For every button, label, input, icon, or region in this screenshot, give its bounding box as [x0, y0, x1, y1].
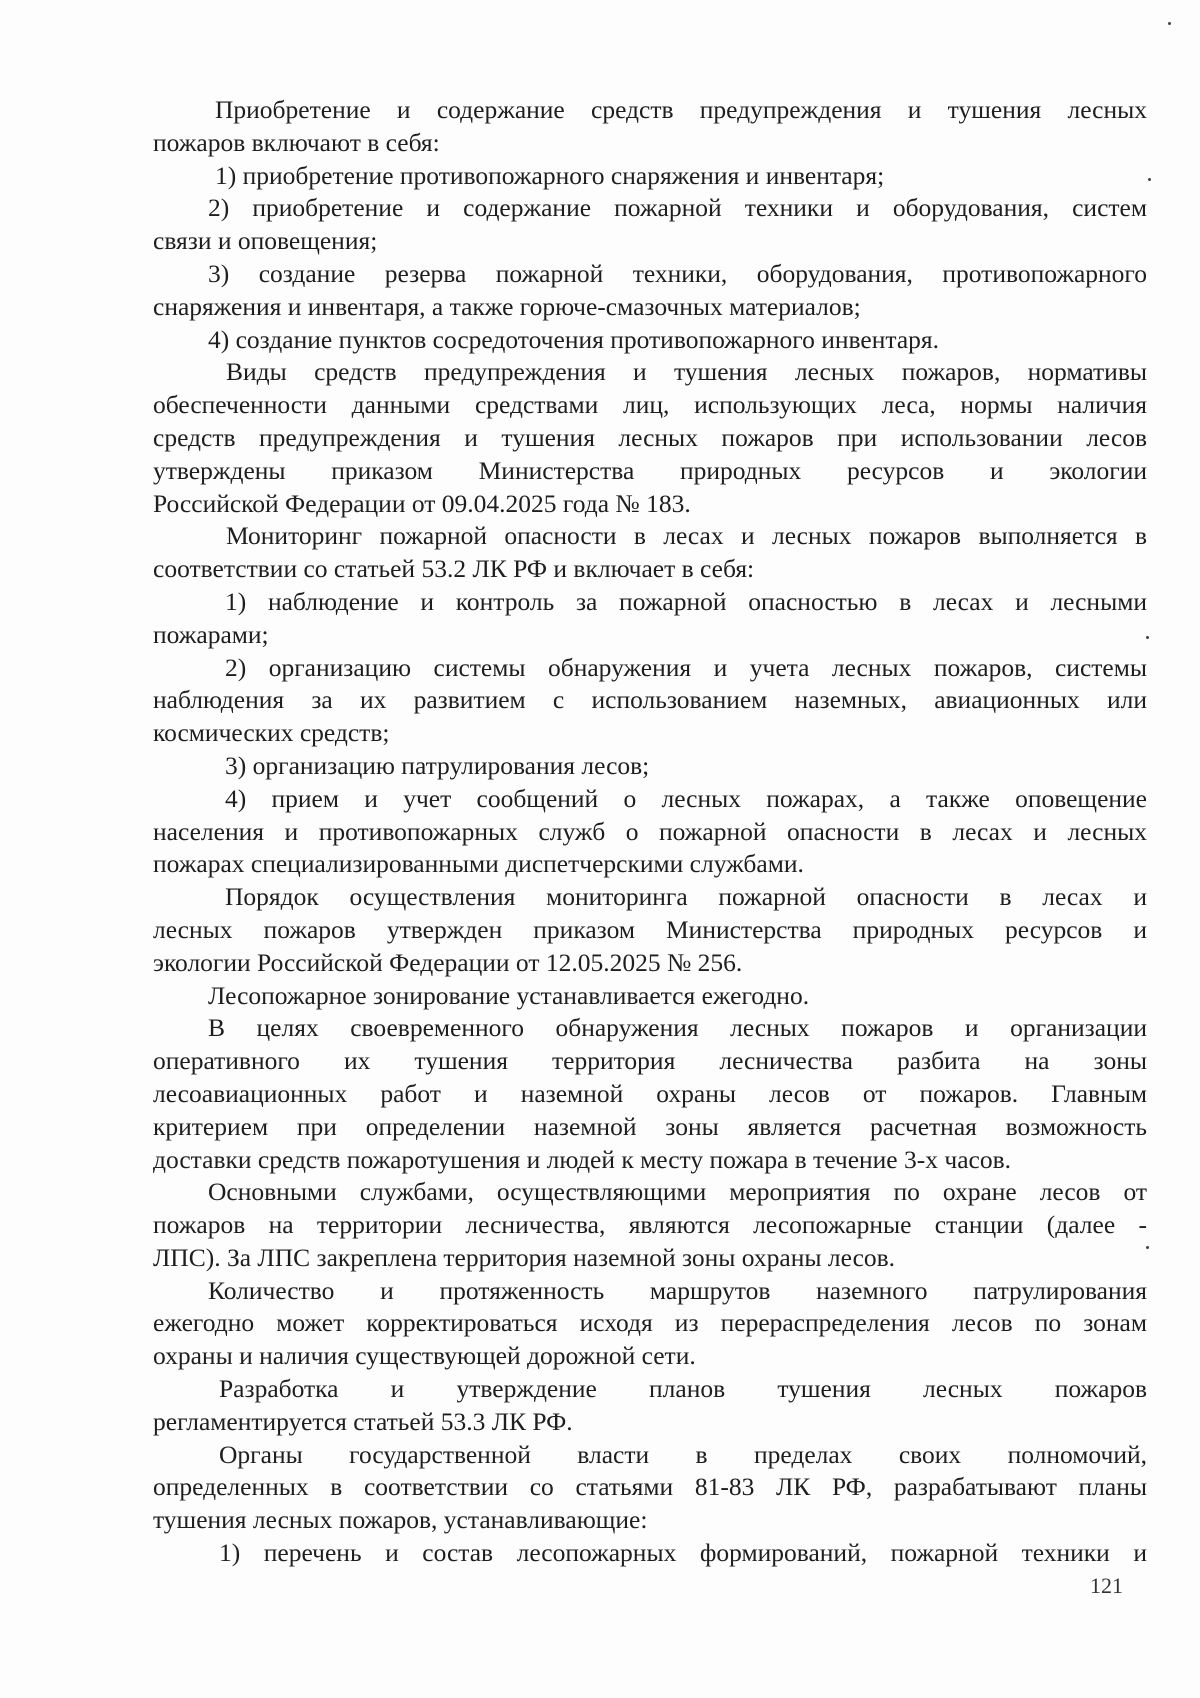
text-line: Разработка и утверждение планов тушения лесных пожаров	[219, 1374, 1147, 1404]
text-line: средств предупреждения и тушения лесных пожаров при использовании лесов	[153, 422, 1147, 452]
text-line: Основными службами, осуществляющими мероприятия по охране лесов от	[208, 1177, 1147, 1207]
paragraph	[153, 1176, 1147, 1274]
paragraph	[153, 192, 1147, 258]
text-line: Количество и протяженность маршрутов наземного патрулирования	[208, 1275, 1147, 1305]
paragraph	[153, 1537, 1147, 1570]
text-line: 3) создание резерва пожарной техники, оборудования, противопожарного	[208, 258, 1147, 288]
text-line: 4) создание пунктов сосредоточения противопожарного инвентаря.	[208, 324, 940, 354]
paragraph	[153, 356, 1147, 520]
scan-speck	[1146, 636, 1149, 639]
paragraph	[153, 980, 1147, 1013]
text-line: утверждены приказом Министерства природных ресурсов и экологии	[153, 455, 1147, 485]
scan-speck	[1148, 178, 1151, 181]
text-line: соответствии со статьей 53.2 ЛК РФ и включает в себя:	[153, 554, 755, 584]
paragraph	[153, 1439, 1147, 1537]
text-line: 2) организацию системы обнаружения и учета лесных пожаров, системы	[225, 652, 1147, 682]
text-line: 1) перечень и состав лесопожарных формирований, пожарной техники и	[219, 1538, 1147, 1568]
text-line: Мониторинг пожарной опасности в лесах и лесных пожаров выполняется в	[226, 521, 1147, 551]
text-line: Виды средств предупреждения и тушения лесных пожаров, нормативы	[226, 357, 1147, 387]
text-line: пожарах специализированными диспетчерскими службами.	[153, 849, 804, 879]
text-line: регламентируется статьей 53.3 ЛК РФ.	[153, 1406, 573, 1436]
paragraph	[153, 586, 1147, 652]
text-line: охраны и наличия существующей дорожной сети.	[153, 1341, 696, 1371]
text-line: населения и противопожарных служб о пожарной опасности в лесах и лесных	[153, 816, 1147, 846]
text-line: пожаров включают в себя:	[153, 127, 440, 157]
scan-speck	[1168, 22, 1171, 25]
text-line: 1) приобретение противопожарного снаряжения и инвентаря;	[215, 160, 885, 190]
text-line: лесоавиационных работ и наземной охраны лесов от пожаров. Главным	[153, 1078, 1147, 1108]
paragraph	[153, 1275, 1147, 1373]
text-line: 3) организацию патрулирования лесов;	[225, 750, 650, 780]
text-line: Лесопожарное зонирование устанавливается ежегодно.	[208, 980, 810, 1010]
paragraph	[153, 258, 1147, 324]
text-line: определенных в соответствии со статьями 81-83 ЛК РФ, разрабатывают планы	[153, 1472, 1147, 1502]
text-line: пожарами;	[153, 619, 269, 649]
text-line: Российской Федерации от 09.04.2025 года № 183.	[153, 488, 691, 518]
paragraph	[153, 652, 1147, 750]
paragraph	[153, 94, 1147, 160]
text-line: лесных пожаров утвержден приказом Министерства природных ресурсов и	[153, 914, 1147, 944]
paragraph	[153, 881, 1147, 979]
text-line: обеспеченности данными средствами лиц, использующих леса, нормы наличия	[153, 390, 1147, 420]
text-line: связи и оповещения;	[153, 226, 378, 256]
text-line: Порядок осуществления мониторинга пожарной опасности в лесах и	[225, 882, 1147, 912]
paragraph	[153, 783, 1147, 881]
text-line: ежегодно может корректироваться исходя из перераспределения лесов по зонам	[153, 1308, 1147, 1338]
text-line: экологии Российской Федерации от 12.05.2025 № 256.	[153, 947, 743, 977]
paragraph	[153, 160, 1147, 193]
text-line: оперативного их тушения территория лесничества разбита на зоны	[153, 1046, 1147, 1076]
paragraph	[153, 750, 1147, 783]
text-line: пожаров на территории лесничества, являются лесопожарные станции (далее -	[153, 1210, 1147, 1240]
paragraph	[153, 1012, 1147, 1176]
paragraph	[153, 520, 1147, 586]
paragraph	[153, 1373, 1147, 1439]
text-line: Органы государственной власти в пределах своих полномочий,	[219, 1439, 1147, 1469]
paragraph	[153, 324, 1147, 357]
text-line: космических средств;	[153, 718, 390, 748]
text-line: В целях своевременного обнаружения лесных пожаров и организации	[208, 1013, 1147, 1043]
text-line: снаряжения и инвентаря, а также горюче-смазочных материалов;	[153, 291, 861, 321]
scan-speck	[1146, 1246, 1149, 1249]
text-line: Приобретение и содержание средств предупреждения и тушения лесных	[215, 95, 1147, 124]
text-line: 2) приобретение и содержание пожарной техники и оборудования, систем	[208, 193, 1147, 223]
text-line: ЛПС). За ЛПС закреплена территория наземной зоны охраны лесов.	[153, 1242, 896, 1272]
text-line: наблюдения за их развитием с использованием наземных, авиационных или	[153, 685, 1147, 715]
text-line: 4) прием и учет сообщений о лесных пожарах, а также оповещение	[225, 783, 1147, 813]
document-body	[153, 94, 1147, 1570]
page-number: 121	[1090, 1573, 1123, 1598]
text-line: тушения лесных пожаров, устанавливающие:	[153, 1505, 648, 1535]
text-line: доставки средств пожаротушения и людей к месту пожара в течение 3-х часов.	[153, 1144, 1011, 1174]
text-line: критерием при определении наземной зоны является расчетная возможность	[153, 1111, 1147, 1141]
text-line: 1) наблюдение и контроль за пожарной опасностью в лесах и лесными	[225, 586, 1147, 616]
